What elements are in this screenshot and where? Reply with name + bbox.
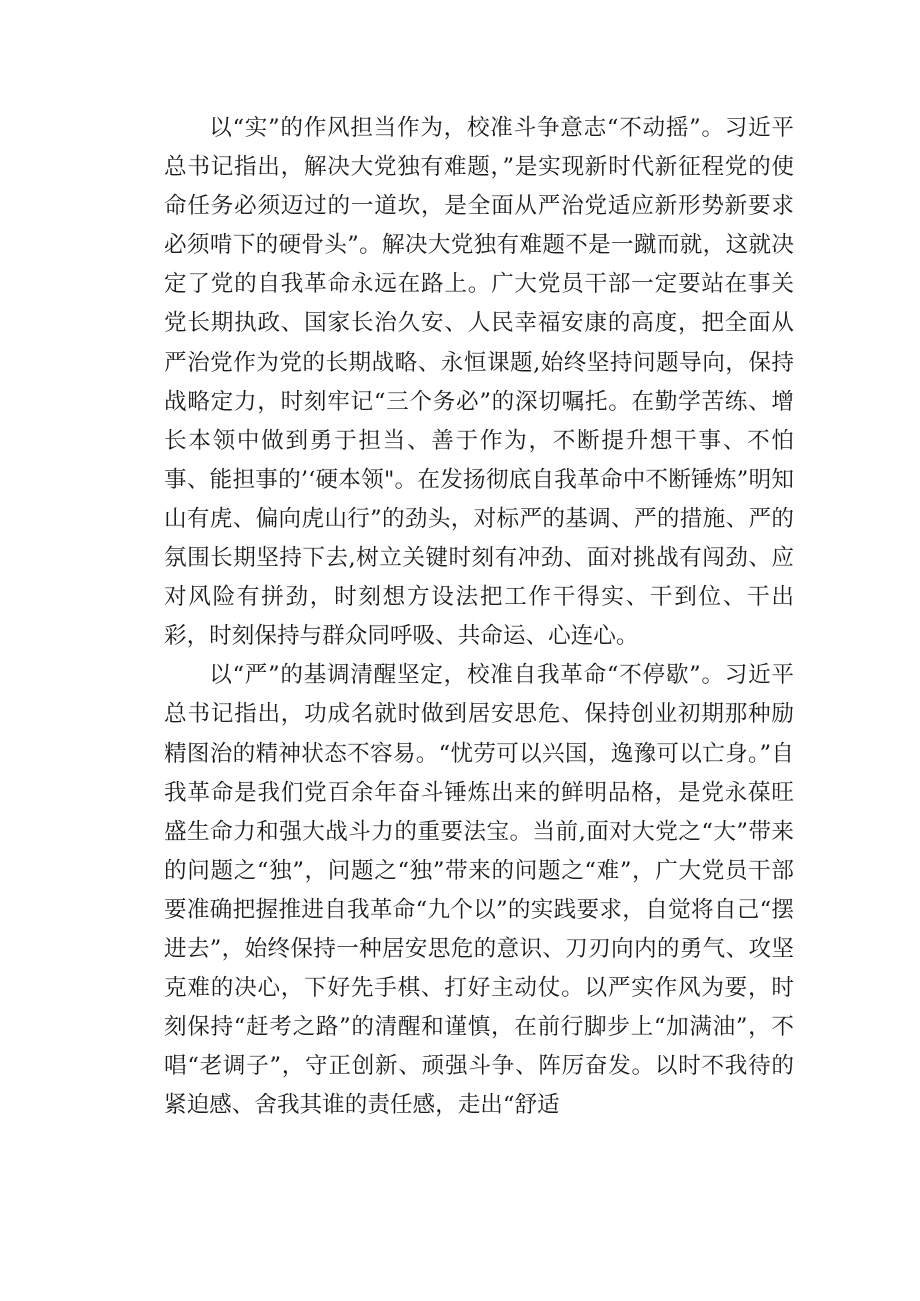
paragraph-practical-style: 以“实”的作风担当作为，校准斗争意志“不动摇”。习近平总书记指出，解决大党独有难题，”是实现新时代新征程党的使命任务必须迈过的一道坎，是全面从严治党适应新形势新要求必须啃下的硬骨头”。解决大党独有难题不是一蹴而就，这就决定了党的自我革命永远在路上。广大党员干部一定要站在事关党长期执政、国家长治久安、人民幸福安康的高度，把全面从严治党作为党的长期战略、永恒课题,始终坚持问题导向，保持战略定力，时刻牢记“三个务必”的深切嘱托。在勤学苦练、增长本领中做到勇于担当、善于作为，不断提升想干事、不怕事、能担事的’‘硬本领"。在发扬彻底自我革命中不断锤炼”明知山有虎、偏向虎山行”的劲头，对标严的基调、严的措施、严的氛围长期坚持下去,树立关键时刻有冲劲、面对挑战有闯劲、应对风险有拼劲，时刻想方设法把工作干得实、干到位、干出彩，时刻保持与群众同呼吸、共命运、心连心。 (164, 115, 794, 650)
document-body (164, 109, 794, 1125)
paragraph-strict-tone: 以“严”的基调清醒坚定，校准自我革命“不停歇”。习近平总书记指出，功成名就时做到居安思危、保持创业初期那种励精图治的精神状态不容易。“忧劳可以兴国，逸豫可以亡身。”自我革命是我们党百余年奋斗锤炼出来的鲜明品格，是党永葆旺盛生命力和强大战斗力的重要法宝。当前,面对大党之“大”带来的问题之“独”，问题之“独”带来的问题之“难”，广大党员干部要准确把握推进自我革命“九个以”的实践要求，自觉将自己“摆进去”，始终保持一种居安思危的意识、刀刃向内的勇气、攻坚克难的决心，下好先手棋、打好主动仗。以严实作风为要，时刻保持“赶考之路”的清醒和谨慎，在前行脚步上“加满油”，不唱“老调子”，守正创新、顽强斗争、阵厉奋发。以时不我待的紧迫感、舍我其谁的责任感，走出“舒适 (164, 662, 794, 1119)
